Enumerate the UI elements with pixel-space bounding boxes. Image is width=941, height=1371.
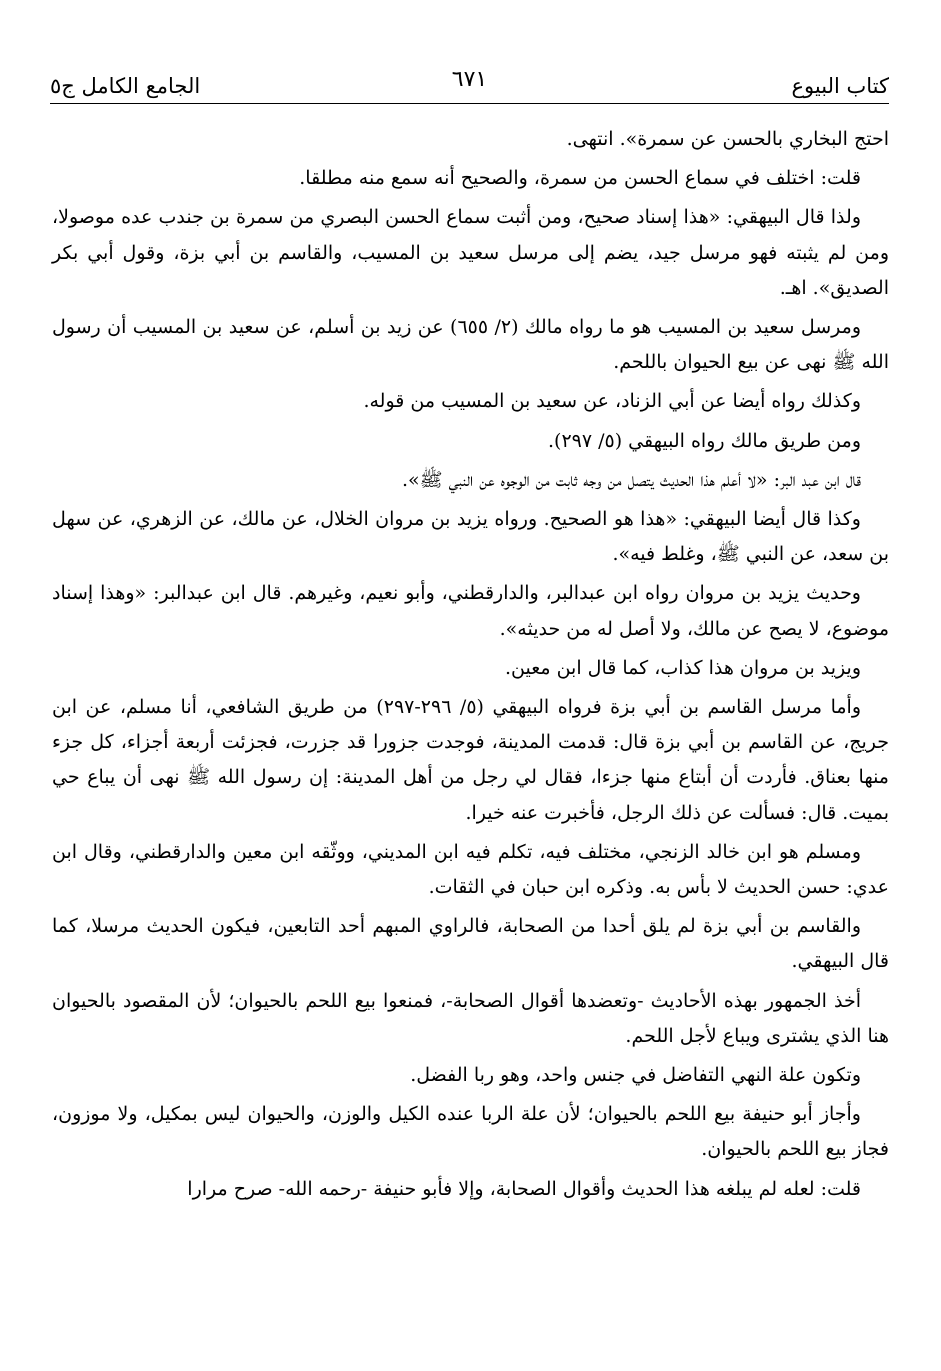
paragraph: وكذلك رواه أيضا عن أبي الزناد، عن سعيد بن المسيب من قوله.	[363, 390, 861, 413]
paragraph: قلت: اختلف في سماع الحسن من سمرة، والصحيح أنه سمع منه مطلقا.	[299, 167, 861, 190]
paragraph: ولذا قال البيهقي: «هذا إسناد صحيح، ومن أثبت سماع الحسن البصري من سمرة بن جندب عده موصولا، ومن لم يثبته فهو مرسل جيد، يضم إلى مرسل سعيد بن المسيب، والقاسم بن أبي بزة، وقول أبي بكر الصديق». اهـ.	[52, 206, 889, 299]
header-divider	[50, 103, 889, 104]
paragraph: ويزيد بن مروان هذا كذاب، كما قال ابن معين.	[504, 656, 861, 679]
page-number: ٦٧١	[451, 67, 488, 92]
paragraph: ومسلم هو ابن خالد الزنجي، مختلف فيه، تكلم فيه ابن المديني، ووثّقه ابن معين والدارقطني، وقال ابن عدي: حسن الحديث لا بأس به. وذكره ابن حبان في الثقات.	[52, 840, 889, 899]
paragraph: والقاسم بن أبي بزة لم يلق أحدا من الصحابة، فالراوي المبهم أحد التابعين، فيكون الحديث مرسلا، كما قال البيهقي.	[52, 915, 889, 973]
paragraph: ومن طريق مالك رواه البيهقي (٥/ ٢٩٧).	[547, 429, 861, 452]
paragraph: قلت: لعله لم يبلغه هذا الحديث وأقوال الصحابة، وإلا فأبو حنيفة -رحمه الله- صرح مرارا	[187, 1177, 861, 1200]
page-body	[52, 122, 889, 1207]
paragraph: أخذ الجمهور بهذه الأحاديث -وتعضدها أقوال الصحابة-، فمنعوا بيع اللحم بالحيوان؛ لأن المقصود بالحيوان هنا الذي يشترى ويباع لأجل اللحم.	[52, 989, 889, 1047]
paragraph: وحديث يزيد بن مروان رواه ابن عبدالبر، والدارقطني، وأبو نعيم، وغيرهم. قال ابن عبدالبر: «وهذا إسناد موضوع، لا يصح عن مالك، ولا أصل له من حديثه».	[52, 582, 889, 640]
paragraph: وأجاز أبو حنيفة بيع اللحم بالحيوان؛ لأن علة الربا عنده الكيل والوزن، والحيوان ليس بمكيل، ولا موزون، فجاز بيع اللحم بالحيوان.	[52, 1103, 889, 1161]
paragraph: قال ابن عبد البر: «لا أعلم هذا الحديث يتصل من وجه ثابت من الوجوه عن النبي ﷺ».	[402, 468, 861, 491]
chapter-title: كتاب البيوع	[791, 74, 889, 98]
paragraph: وأما مرسل القاسم بن أبي بزة فرواه البيهقي (٥/ ٢٩٦-٢٩٧) من طريق الشافعي، أنا مسلم، عن ابن جريج، عن القاسم بن أبي بزة قال: قدمت المدينة، فوجدت جزورا قد جزرت، فجزئت أربعة أجزاء، كل جزء منها بعناق. فأردت أن أبتاع منها جزءا، فقال لي رجل من أهل المدينة: إن رسول الله ﷺ نهى أن يباع حي بميت. قال: فسألت عن ذلك الرجل، فأخبرت عنه خيرا.	[52, 696, 889, 824]
book-title: الجامع الكامل ج٥	[50, 74, 201, 98]
paragraph: احتج البخاري بالحسن عن سمرة». انتهى.	[566, 128, 889, 150]
paragraph: ومرسل سعيد بن المسيب هو ما رواه مالك (٢/ ٦٥٥) عن زيد بن أسلم، عن سعيد بن المسيب أن رسول الله ﷺ نهى عن بيع الحيوان باللحم.	[52, 316, 889, 374]
paragraph: وكذا قال أيضا البيهقي: «هذا هو الصحيح. ورواه يزيد بن مروان الخلال، عن مالك، عن الزهري، عن سهل بن سعد، عن النبي ﷺ، وغلط فيه».	[52, 508, 889, 566]
page-header	[50, 58, 889, 100]
paragraph: وتكون علة النهي التفاضل في جنس واحد، وهو ربا الفضل.	[410, 1064, 861, 1087]
